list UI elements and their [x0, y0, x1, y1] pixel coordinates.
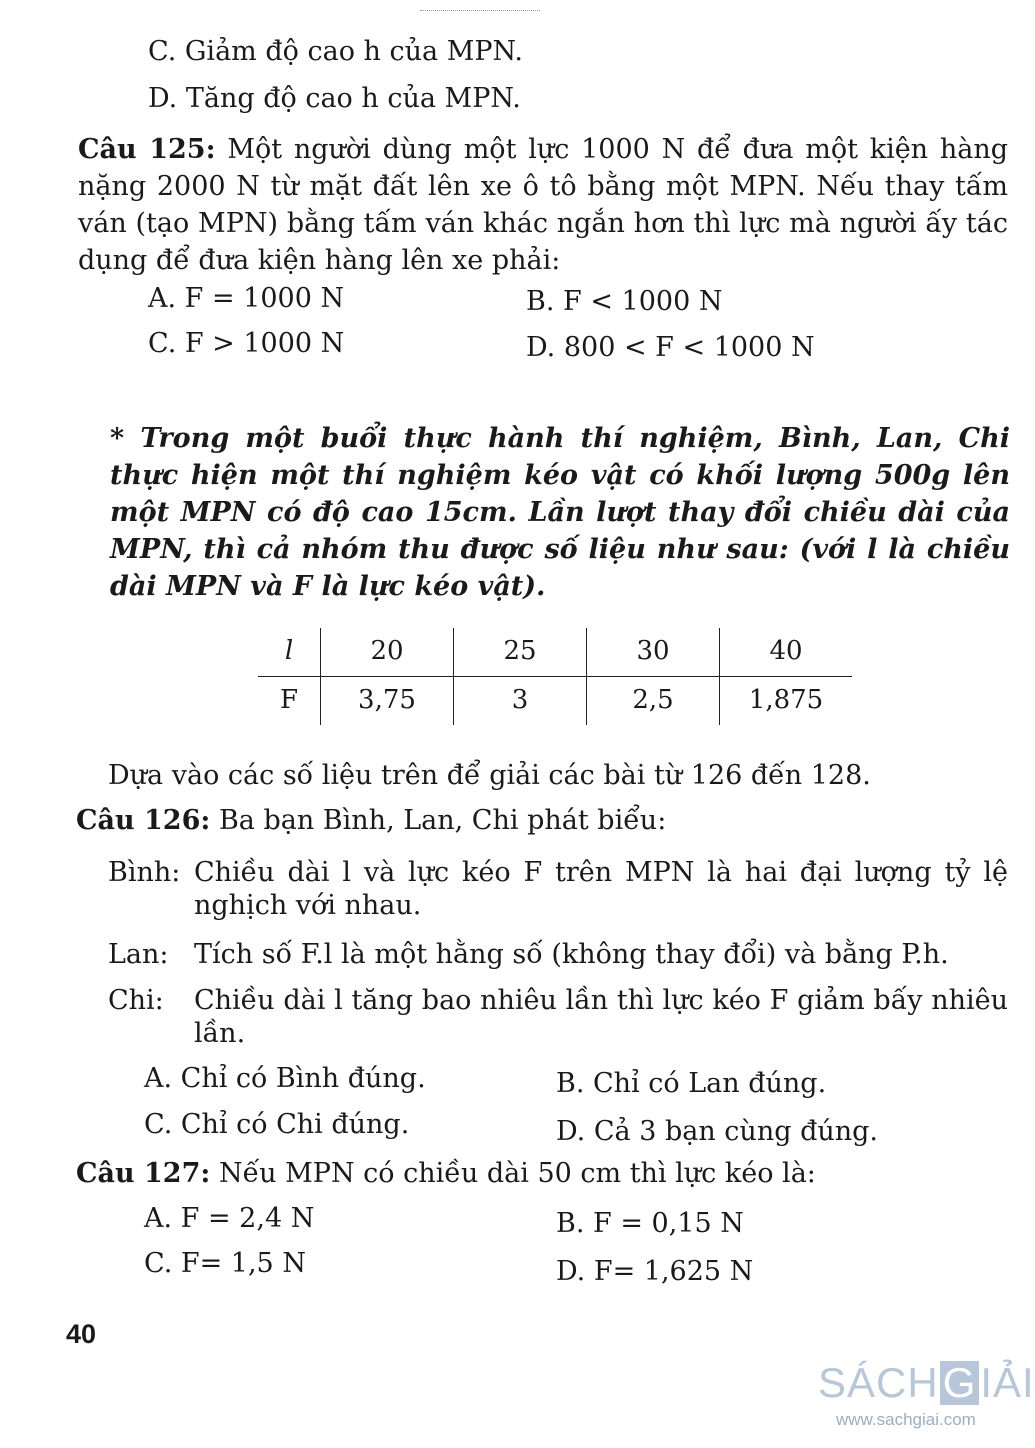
question-text: Nếu MPN có chiều dài 50 cm thì lực kéo là: [218, 1158, 816, 1189]
q125-option-c: C. F > 1000 N [148, 328, 345, 359]
statement-binh [108, 856, 1008, 924]
table-cell: 2,5 [587, 677, 720, 726]
speaker-name: Bình: [108, 857, 181, 888]
statement-text: Chiều dài l tăng bao nhiêu lần thì lực kéo F giảm bấy nhiêu lần. [194, 985, 1008, 1049]
instruction-text: Dựa vào các số liệu trên để giải các bài từ 126 đến 128. [108, 760, 871, 791]
q126-option-a: A. Chỉ có Bình đúng. [144, 1063, 426, 1094]
q127-option-a: A. F = 2,4 N [144, 1203, 315, 1234]
q127-option-b: B. F = 0,15 N [556, 1208, 744, 1239]
table-header-f: F [279, 685, 299, 716]
table-row-length [258, 628, 852, 677]
data-table [258, 628, 852, 725]
question-label: Câu 125: [78, 134, 216, 165]
table-cell: 25 [454, 628, 587, 677]
option-d-prev: D. Tăng độ cao h của MPN. [148, 83, 521, 114]
table-cell: 20 [321, 628, 454, 677]
speaker-name: Chi: [108, 985, 164, 1016]
q125-option-a: A. F = 1000 N [148, 283, 345, 314]
table-cell: 40 [720, 628, 853, 677]
option-c-prev: C. Giảm độ cao h của MPN. [148, 36, 523, 67]
watermark-logo [818, 1358, 1035, 1408]
question-label: Câu 127: [76, 1158, 211, 1189]
page-number: 40 [66, 1319, 97, 1349]
table-cell: 3,75 [321, 677, 454, 726]
q126-option-b: B. Chỉ có Lan đúng. [556, 1068, 827, 1099]
q126-option-d: D. Cả 3 bạn cùng đúng. [556, 1116, 878, 1147]
statement-lan [108, 938, 1008, 972]
watermark-box-letter: G [940, 1361, 980, 1405]
q127-option-c: C. F= 1,5 N [144, 1248, 306, 1279]
question-text: Một người dùng một lực 1000 N để đưa một kiện hàng nặng 2000 N từ mặt đất lên xe ô tô bằng một MPN. Nếu thay tấm ván (tạo MPN) bằng tấm ván khác ngắn hơn thì lực mà người ấy tác dụng để đưa kiện hàng lên xe phải: [78, 134, 1009, 276]
experiment-intro: * Trong một buổi thực hành thí nghiệm, Bình, Lan, Chi thực hiện một thí nghiệm kéo vật có khối lượng 500g lên một MPN có độ cao 15cm. Lần lượt thay đổi chiều dài của MPN, thì cả nhóm thu được số liệu như sau: (với l là chiều dài MPN và F là lực kéo vật). [110, 423, 1010, 602]
question-text: Ba bạn Bình, Lan, Chi phát biểu: [218, 805, 667, 836]
watermark-text: SÁCH [818, 1359, 939, 1406]
speaker-name: Lan: [108, 939, 169, 970]
question-125 [78, 131, 1008, 279]
q125-option-b: B. F < 1000 N [526, 286, 723, 317]
statement-text: Tích số F.l là một hằng số (không thay đổi) và bằng P.h. [194, 939, 949, 970]
top-divider [420, 10, 540, 11]
question-126 [76, 805, 666, 837]
table-cell: 3 [454, 677, 587, 726]
table-cell: 30 [587, 628, 720, 677]
q127-option-d: D. F= 1,625 N [556, 1256, 754, 1287]
q126-option-c: C. Chỉ có Chi đúng. [144, 1109, 410, 1140]
watermark-url: www.sachgiai.com [836, 1410, 976, 1429]
question-label: Câu 126: [76, 805, 211, 836]
table-cell: 1,875 [720, 677, 853, 726]
statement-chi [108, 984, 1008, 1052]
table-row-force [258, 677, 852, 726]
question-127 [76, 1158, 816, 1190]
q125-option-d: D. 800 < F < 1000 N [526, 332, 815, 363]
statement-text: Chiều dài l và lực kéo F trên MPN là hai đại lượng tỷ lệ nghịch với nhau. [194, 857, 1008, 921]
table-header-l: l [258, 628, 321, 677]
watermark-text: IẢI [980, 1359, 1035, 1406]
